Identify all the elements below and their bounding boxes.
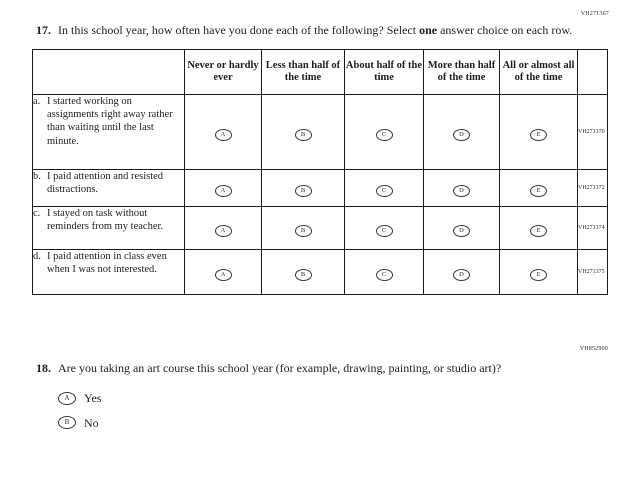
form-code-mid: VH852900 [579, 346, 608, 352]
row-b-bubble-d[interactable]: D [453, 185, 470, 197]
question-17-text [58, 22, 573, 38]
question-18-number: 18. [36, 361, 51, 375]
row-c-bubble-b[interactable]: B [295, 225, 312, 237]
column-header-about-half: About half of the time [345, 50, 424, 95]
question-18-header [36, 360, 596, 376]
row-a-bubble-d[interactable]: D [453, 129, 470, 141]
option-yes[interactable] [58, 391, 596, 405]
option-no[interactable] [58, 416, 596, 430]
row-c-bubble-e[interactable]: E [530, 225, 547, 237]
question-17-header [36, 22, 616, 38]
row-a-bubble-c[interactable]: C [376, 129, 393, 141]
row-c-bubble-c[interactable]: C [376, 225, 393, 237]
column-header-all-or-almost-all: All or almost all of the time [500, 50, 578, 95]
row-a-letter: a. [33, 96, 41, 108]
header-code-blank [578, 50, 608, 95]
column-header-less-than-half: Less than half of the time [262, 50, 345, 95]
question-17 [33, 22, 616, 295]
row-b-code: VH271372 [578, 170, 608, 207]
row-d-bubble-d[interactable]: D [453, 269, 470, 281]
question-17-text-end: answer choice on each row. [437, 23, 573, 37]
row-c-label [33, 207, 185, 250]
row-a-bubble-b[interactable]: B [295, 129, 312, 141]
row-a-bubble-e[interactable]: E [530, 129, 547, 141]
row-b-letter: b. [33, 171, 41, 183]
row-d-bubble-c[interactable]: C [376, 269, 393, 281]
row-a-bubble-a[interactable]: A [215, 129, 232, 141]
option-yes-bubble[interactable]: A [58, 392, 76, 405]
table-row-d [33, 250, 608, 295]
row-d-letter: d. [33, 251, 41, 263]
column-header-never: Never or hardly ever [185, 50, 262, 95]
option-yes-label: Yes [84, 391, 102, 406]
row-a-text: I started working on assignments right away rather than waiting until the last minute. [47, 96, 173, 147]
row-d-bubble-e[interactable]: E [530, 269, 547, 281]
option-no-label: No [84, 415, 99, 430]
table-header-row [33, 50, 608, 95]
row-c-bubble-a[interactable]: A [215, 225, 232, 237]
question-17-text-bold: one [419, 23, 438, 37]
row-b-bubble-a[interactable]: A [215, 185, 232, 197]
column-header-more-than-half: More than half of the time [424, 50, 500, 95]
row-b-bubble-b[interactable]: B [295, 185, 312, 197]
row-d-text: I paid attention in class even when I was not interested. [47, 251, 167, 276]
row-b-text: I paid attention and resisted distractions. [47, 171, 164, 196]
question-17-text-start: In this school year, how often have you done each of the following? Select [58, 23, 420, 37]
row-a-code: VH271370 [578, 95, 608, 170]
row-b-label [33, 170, 185, 207]
question-17-number: 17. [36, 23, 51, 37]
row-c-letter: c. [33, 208, 41, 220]
row-c-code: VH271374 [578, 207, 608, 250]
header-blank [33, 50, 185, 95]
row-a-label [33, 95, 185, 170]
row-d-label [33, 250, 185, 295]
row-c-text: I stayed on task without reminders from my teacher. [47, 208, 164, 233]
row-b-bubble-e[interactable]: E [530, 185, 547, 197]
question-18-text: Are you taking an art course this school year (for example, drawing, painting, or studio art)? [58, 361, 502, 375]
table-row-c [33, 207, 608, 250]
row-b-bubble-c[interactable]: C [376, 185, 393, 197]
question-18 [36, 360, 596, 440]
row-d-code: VH271375 [578, 250, 608, 295]
option-no-bubble[interactable]: B [58, 416, 76, 429]
question-18-options [58, 391, 596, 430]
row-d-bubble-b[interactable]: B [295, 269, 312, 281]
form-code-top: VH271367 [580, 11, 609, 17]
row-c-bubble-d[interactable]: D [453, 225, 470, 237]
q17-answer-table [32, 49, 608, 295]
table-row-a [33, 95, 608, 170]
table-row-b [33, 170, 608, 207]
row-d-bubble-a[interactable]: A [215, 269, 232, 281]
